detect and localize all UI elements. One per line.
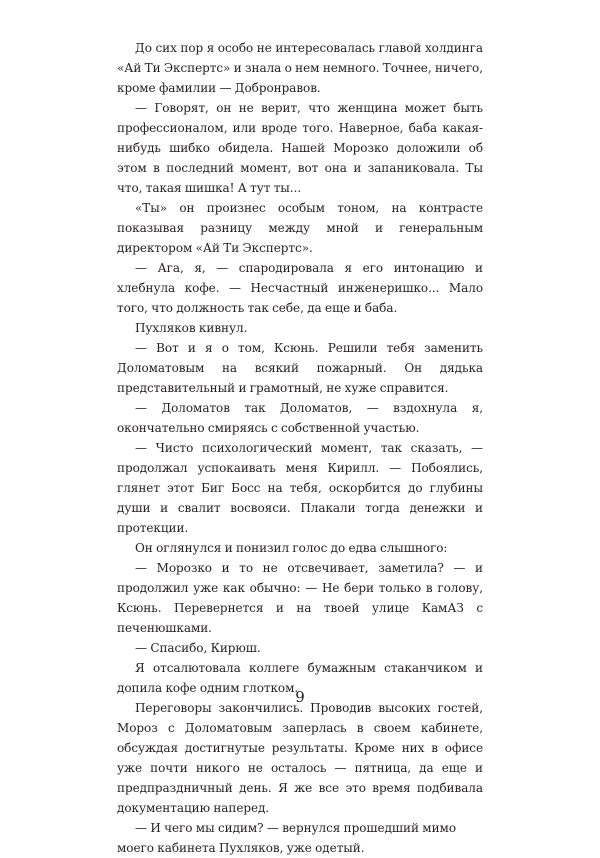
paragraph: — Чисто психологический момент, так сказать, — продолжал успокаивать меня Кирилл. — Побоялись, глянет этот Биг Босс на тебя, оскорбится до глубины души и свалит восвояси. Плакали тогда денежки и протекции. xyxy=(117,441,483,535)
body-text xyxy=(117,38,483,858)
paragraph: — Вот и я о том, Ксюнь. Решили тебя заменить Доломатовым на всякий пожарный. Он дядька представительный и грамотный, не хуже справится. xyxy=(117,341,483,395)
paragraph: Переговоры закончились. Проводив высоких гостей, Мороз с Доломатовым заперлась в своем кабинете, обсуждая достигнутые результаты. Кроме них в офисе уже почти никого не осталось — пятница, да еще и предпраздничный день. Я же все это время подбивала документацию наперед. xyxy=(117,701,483,815)
paragraph: — Спасибо, Кирюш. xyxy=(135,641,261,655)
paragraph: Он оглянулся и понизил голос до едва слышного: xyxy=(135,541,448,555)
paragraph: — Ага, я, — спародировала я его интонацию и хлебнула кофе. — Несчастный инженеришко... Мало того, что должность так себе, да еще и баба. xyxy=(117,261,483,315)
paragraph: Пухляков кивнул. xyxy=(135,321,248,335)
paragraph: — Морозко и то не отсвечивает, заметила? — и продолжил уже как обычно: — Не бери только в голову, Ксюнь. Перевернется и на твоей улице КамАЗ с печенюшками. xyxy=(117,561,483,635)
paragraph: До сих пор я особо не интересовалась главой холдинга «Ай Ти Экспертс» и знала о нем немного. Точнее, ничего, кроме фамилии — Добронравов. xyxy=(117,41,483,95)
page-number: 9 xyxy=(295,688,305,706)
paragraph: — И чего мы сидим? — вернулся прошедший мимо моего кабинета Пухляков, уже одетый. xyxy=(117,821,456,855)
paragraph: «Ты» он произнес особым тоном, на контрасте показывая разницу между мной и генеральным директором «Ай Ти Экспертс». xyxy=(117,201,483,255)
paragraph: Я отсалютовала коллеге бумажным стаканчиком и допила кофе одним глотком. xyxy=(117,661,483,695)
paragraph: — Говорят, он не верит, что женщина может быть профессионалом, или вроде того. Наверное, баба какая-нибудь шибко обидела. Нашей Морозко доложили об этом в последний момент, вот она и запаниковала. Ты что, такая шишка! А тут ты... xyxy=(117,101,483,195)
paragraph: — Доломатов так Доломатов, — вздохнула я, окончательно смиряясь с собственной участью. xyxy=(117,401,483,435)
